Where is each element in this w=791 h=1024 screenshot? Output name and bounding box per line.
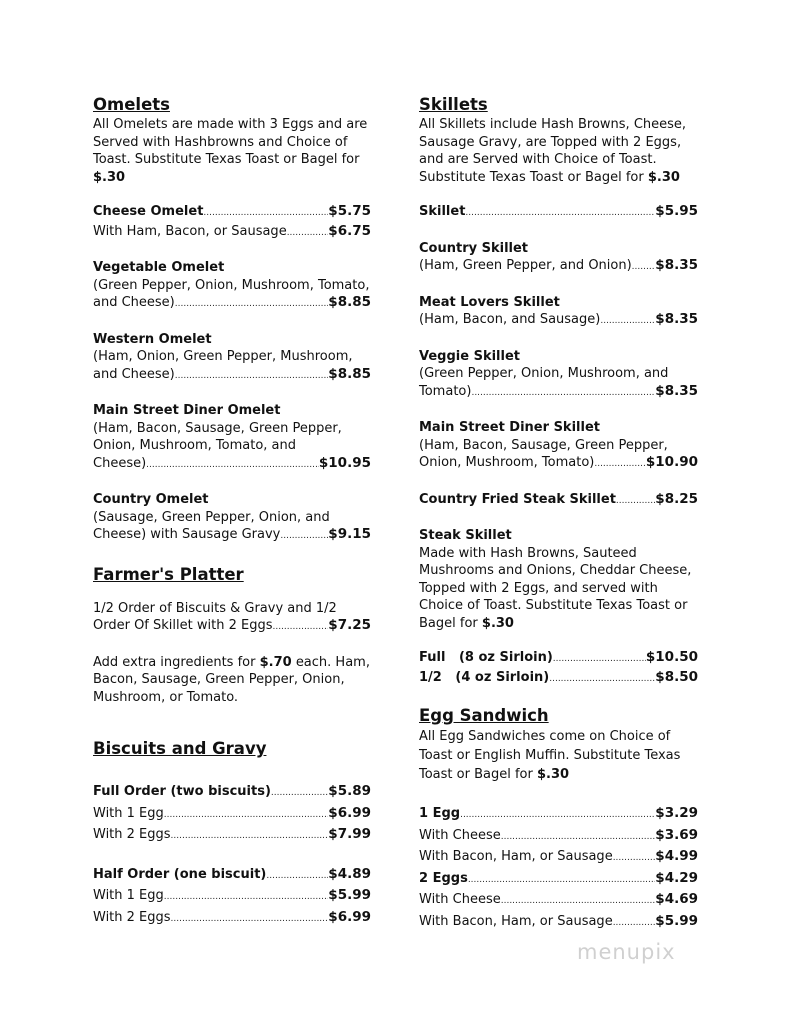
vegetable-omelet-desc: (Green Pepper, Onion, Mushroom, Tomato, (93, 277, 370, 293)
menupix-watermark: menupix (577, 940, 676, 964)
biscuits-half-order-line: Half Order (one biscuit) ..... $4.89 (93, 865, 371, 887)
country-skillet-name: Country Skillet (419, 240, 529, 256)
egg-sandwich-title: Egg Sandwich (419, 706, 549, 725)
egg-sandwich-2eggs-cheese-line: With Cheese ..... $4.69 (419, 890, 698, 912)
veggie-skillet-name: Veggie Skillet (419, 348, 520, 364)
steak-skillet-full-line: Full (8 oz Sirloin) ..... $10.50 (419, 649, 698, 669)
country-omelet-line: Cheese) with Sausage Gravy ..... $9.15 (93, 526, 371, 546)
omelets-description: All Omelets are made with 3 Eggs and are Served with Hashbrowns and Choice of Toast. Substitute Texas Toast or Bagel for $.30 (93, 117, 368, 185)
left-column (93, 94, 371, 929)
egg-sandwich-2eggs-line: 2 Eggs ..... $4.29 (419, 869, 698, 891)
farmers-platter-title: Farmer's Platter (93, 564, 244, 584)
steak-skillet-description: Made with Hash Browns, Sauteed Mushrooms and Onions, Cheddar Cheese, Topped with 2 Eggs, and served with Choice of Toast. Substitute Texas Toast or Bagel for $.30 (419, 545, 692, 631)
country-skillet-line: (Ham, Green Pepper, and Onion) ..... $8.35 (419, 257, 698, 277)
main-street-omelet-name: Main Street Diner Omelet (93, 403, 281, 418)
biscuits-half-2eggs-line: With 2 Eggs ..... $6.99 (93, 908, 371, 930)
steak-skillet-half-line: 1/2 (4 oz Sirloin) ..... $8.50 (419, 669, 698, 689)
skillet-line: Skillet ..... $5.95 (419, 203, 698, 223)
biscuits-full-order-line: Full Order (two biscuits) ..... $5.89 (93, 782, 371, 804)
biscuits-half-1egg-line: With 1 Egg ..... $5.99 (93, 886, 371, 908)
biscuits-full-1egg-line: With 1 Egg ..... $6.99 (93, 804, 371, 826)
egg-sandwich-description: All Egg Sandwiches come on Choice of Toast or English Muffin. Substitute Texas Toast or Bagel for $.30 (419, 729, 681, 782)
farmers-platter-desc: 1/2 Order of Biscuits & Gravy and 1/2 (93, 600, 337, 616)
western-omelet-line: and Cheese) ..... $8.85 (93, 366, 371, 386)
egg-sandwich-2eggs-meat-line: With Bacon, Ham, or Sausage ..... $5.99 (419, 912, 698, 934)
veggie-skillet-desc: (Green Pepper, Onion, Mushroom, and (419, 366, 669, 381)
country-omelet-desc: (Sausage, Green Pepper, Onion, and (93, 509, 330, 525)
country-fried-steak-skillet-line: Country Fried Steak Skillet ..... $8.25 (419, 491, 698, 511)
vegetable-omelet-line: and Cheese) ..... $8.85 (93, 294, 371, 314)
country-omelet-name: Country Omelet (93, 492, 209, 507)
omelets-title: Omelets (93, 95, 170, 114)
vegetable-omelet-name: Vegetable Omelet (93, 260, 225, 275)
meat-lovers-skillet-line: (Ham, Bacon, and Sausage) ..... $8.35 (419, 311, 698, 331)
extra-ingredients-note: Add extra ingredients for $.70 each. Ham, Bacon, Sausage, Green Pepper, Onion, Mushroom, or Tomato. (93, 654, 370, 705)
farmers-platter-line: Order Of Skillet with 2 Eggs ..... $7.25 (93, 617, 371, 637)
main-street-skillet-name: Main Street Diner Skillet (419, 420, 600, 435)
main-street-omelet-desc-1: (Ham, Bacon, Sausage, Green Pepper, (93, 420, 342, 436)
cheese-omelet-line: Cheese Omelet ..... $5.75 (93, 203, 371, 223)
omelet-meat-addon-line: With Ham, Bacon, or Sausage ..... $6.75 (93, 223, 371, 243)
main-street-omelet-line: Cheese) ..... $10.95 (93, 455, 371, 475)
steak-skillet-name: Steak Skillet (419, 528, 512, 543)
egg-sandwich-1egg-cheese-line: With Cheese ..... $3.69 (419, 826, 698, 848)
egg-sandwich-1egg-meat-line: With Bacon, Ham, or Sausage ..... $4.99 (419, 847, 698, 869)
main-street-skillet-line: Onion, Mushroom, Tomato) ..... $10.90 (419, 454, 698, 474)
right-column (419, 94, 698, 933)
main-street-omelet-desc-2: Onion, Mushroom, Tomato, and (93, 438, 296, 453)
skillets-title: Skillets (419, 95, 488, 114)
western-omelet-name: Western Omelet (93, 331, 212, 347)
main-street-skillet-desc: (Ham, Bacon, Sausage, Green Pepper, (419, 437, 668, 453)
skillets-description: All Skillets include Hash Browns, Cheese, Sausage Gravy, are Topped with 2 Eggs, and are Served with Choice of Toast. Substitute Texas Toast or Bagel for $.30 (419, 117, 687, 185)
biscuits-gravy-title: Biscuits and Gravy (93, 739, 267, 758)
western-omelet-desc: (Ham, Onion, Green Pepper, Mushroom, (93, 349, 353, 364)
biscuits-full-2eggs-line: With 2 Eggs ..... $7.99 (93, 825, 371, 847)
meat-lovers-skillet-name: Meat Lovers Skillet (419, 294, 560, 310)
egg-sandwich-1egg-line: 1 Egg ..... $3.29 (419, 804, 698, 826)
veggie-skillet-line: Tomato) ..... $8.35 (419, 383, 698, 403)
